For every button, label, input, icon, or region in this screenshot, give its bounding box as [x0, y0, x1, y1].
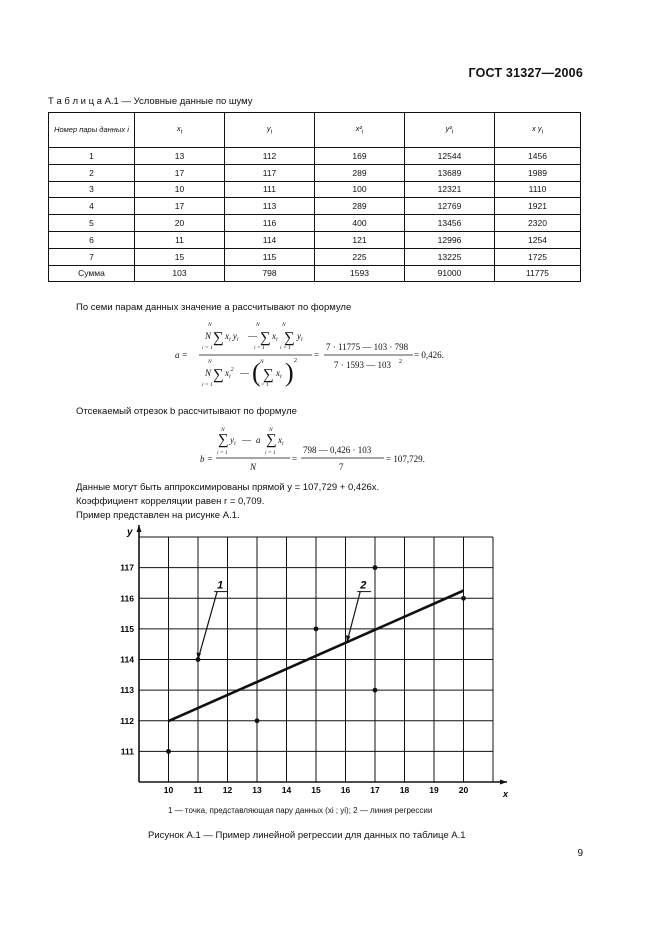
- table-row: [49, 181, 581, 198]
- formula-a-intro: По семи парам данных значение a рассчитывают по формуле: [76, 302, 352, 313]
- x-tick-label: 11: [193, 785, 203, 795]
- table-cell: 1456: [495, 148, 581, 165]
- table-cell: 169: [315, 148, 405, 165]
- svg-text:N: N: [282, 322, 286, 328]
- svg-text:xi2: $x_i^2$: [225, 367, 234, 380]
- table-row: [49, 148, 581, 165]
- table-cell: 115: [225, 248, 315, 265]
- svg-text:i = 1: i = 1: [280, 345, 291, 351]
- table-cell: 1593: [315, 265, 405, 282]
- table-caption: Т а б л и ц а А.1 — Условные данные по шуму: [48, 96, 253, 107]
- callout-label-2: 2: [360, 579, 367, 592]
- table-cell: 13: [135, 148, 225, 165]
- y-axis-label: y: [127, 527, 133, 538]
- callout-leader-2: [347, 592, 360, 643]
- svg-text:N: N: [208, 322, 212, 328]
- svg-text:): ): [285, 358, 294, 387]
- svg-text:N: N: [205, 368, 212, 378]
- data-table: [48, 112, 581, 282]
- data-point: [373, 688, 378, 693]
- table-header-row: [49, 113, 581, 148]
- table-cell: 91000: [405, 265, 495, 282]
- table-cell: 12996: [405, 231, 495, 248]
- svg-text:—: —: [242, 435, 251, 445]
- y-tick-label: 117: [120, 562, 134, 573]
- callout-leader-1: [198, 592, 217, 660]
- svg-text:∑: ∑: [260, 330, 271, 346]
- formula-a-denominator: 7 · 1593 — 103: [334, 360, 391, 370]
- table-cell: 13689: [405, 164, 495, 181]
- table-cell: 13225: [405, 248, 495, 265]
- svg-text:N: N: [208, 359, 212, 365]
- table-row: [49, 215, 581, 232]
- svg-text:i = 1: i = 1: [254, 345, 265, 351]
- svg-text:i = 1: i = 1: [202, 345, 213, 351]
- formula-a-lhs: a =: [175, 350, 188, 360]
- table-cell: 400: [315, 215, 405, 232]
- data-point: [373, 565, 378, 570]
- y-tick-label: 115: [120, 623, 134, 634]
- svg-text:—: —: [240, 368, 249, 378]
- svg-text:xi: $x_i$: [276, 368, 282, 380]
- table-cell: 4: [49, 198, 135, 215]
- table-cell: 113: [225, 198, 315, 215]
- svg-text:=: =: [314, 350, 320, 360]
- table-total-row: [49, 265, 581, 282]
- table-cell: 100: [315, 181, 405, 198]
- correlation-text: Коэффициент корреляции равен r = 0,709.: [76, 496, 265, 507]
- svg-text:2: 2: [294, 358, 297, 364]
- y-tick-label: 114: [120, 654, 134, 665]
- svg-text:∑: ∑: [213, 367, 224, 383]
- x-tick-label: 13: [252, 785, 262, 795]
- svg-text:yi: $y_i$: [297, 331, 303, 343]
- table-cell: 11: [135, 231, 225, 248]
- table-cell: 121: [315, 231, 405, 248]
- col-header-x2: $x^2_i$: [315, 113, 405, 148]
- x-axis-label: x: [503, 789, 509, 797]
- data-point: [255, 718, 260, 723]
- table-cell: 111: [225, 181, 315, 198]
- chart-grid: [139, 537, 493, 782]
- table-row: [49, 164, 581, 181]
- table-cell: 114: [225, 231, 315, 248]
- table-cell: 5: [49, 215, 135, 232]
- table-row: [49, 198, 581, 215]
- standard-number: ГОСТ 31327—2006: [468, 66, 583, 80]
- svg-text:yi: $y_i$: [230, 435, 236, 447]
- svg-text:N: N: [205, 331, 212, 341]
- x-tick-label: 14: [281, 785, 292, 795]
- svg-text:a: a: [256, 435, 261, 445]
- chart-callouts: [197, 580, 372, 660]
- formula-a: [150, 318, 480, 398]
- table-cell: 112: [225, 148, 315, 165]
- table-cell: 1110: [495, 181, 581, 198]
- formula-b-den-lhs: N: [250, 462, 257, 472]
- svg-text:i = 1: i = 1: [258, 382, 269, 388]
- callout-label-1: 1: [217, 579, 224, 592]
- chart-tick-labels: [120, 563, 468, 795]
- page-number: 9: [577, 848, 583, 859]
- x-tick-label: 17: [370, 785, 380, 795]
- table-cell: 1989: [495, 164, 581, 181]
- table-cell: 798: [225, 265, 315, 282]
- formula-a-result: = 0,426.: [414, 350, 444, 360]
- svg-text:i = 1: i = 1: [202, 382, 213, 388]
- formula-b-intro: Отсекаемый отрезок b рассчитывают по формуле: [76, 406, 297, 417]
- regression-equation-text: Данные могут быть аппроксимированы прямой y = 107,729 + 0,426x.: [76, 482, 380, 493]
- data-point: [166, 749, 171, 754]
- y-tick-label: 111: [120, 746, 134, 757]
- table-cell: Сумма: [49, 265, 135, 282]
- svg-text:(: (: [252, 358, 261, 387]
- y-tick-label: 113: [120, 685, 134, 696]
- table-cell: 12321: [405, 181, 495, 198]
- formula-a-numerator: 7 · 11775 — 103 · 798: [326, 342, 409, 352]
- regression-chart: [110, 522, 520, 797]
- table-cell: 1254: [495, 231, 581, 248]
- table-cell: 13456: [405, 215, 495, 232]
- table-cell: 3: [49, 181, 135, 198]
- x-axis-arrow: [500, 780, 507, 785]
- formula-b-denominator: 7: [339, 462, 344, 472]
- table-cell: 1921: [495, 198, 581, 215]
- y-axis-arrow: [137, 525, 142, 532]
- svg-text:N: N: [221, 427, 225, 433]
- table-cell: 12544: [405, 148, 495, 165]
- table-cell: 2: [49, 164, 135, 181]
- formula-b: [190, 420, 450, 475]
- data-point: [314, 626, 319, 631]
- x-tick-label: 10: [163, 785, 174, 795]
- svg-text:i = 1: i = 1: [265, 450, 276, 456]
- svg-text:∑: ∑: [266, 432, 277, 448]
- formula-b-numerator: 798 — 0,426 · 103: [303, 445, 372, 455]
- x-tick-label: 20: [458, 785, 469, 795]
- figure-reference-text: Пример представлен на рисунке А.1.: [76, 510, 240, 521]
- col-header-y: $y_i$: [225, 113, 315, 148]
- table-cell: 289: [315, 198, 405, 215]
- data-point: [461, 596, 466, 601]
- table-cell: 11775: [495, 265, 581, 282]
- table-row: [49, 231, 581, 248]
- svg-text:N: N: [269, 427, 273, 433]
- table-cell: 15: [135, 248, 225, 265]
- table-cell: 2320: [495, 215, 581, 232]
- x-tick-label: 12: [222, 785, 233, 795]
- table-cell: 225: [315, 248, 405, 265]
- table-row: [49, 248, 581, 265]
- x-tick-label: 19: [429, 785, 439, 795]
- figure-footnote: 1 — точка, представляющая пару данных (xi ; yi); 2 — линия регрессии: [168, 806, 433, 815]
- table-cell: 1725: [495, 248, 581, 265]
- col-header-y2: $y^2_i$: [405, 113, 495, 148]
- x-tick-label: 16: [340, 785, 351, 795]
- chart-axes: [126, 525, 509, 797]
- formula-b-lhs: b =: [200, 454, 213, 464]
- table-cell: 7: [49, 248, 135, 265]
- svg-text:N: N: [260, 359, 264, 365]
- formula-b-result: = 107,729.: [386, 454, 425, 464]
- col-header-x: $x_i$: [135, 113, 225, 148]
- col-header-pair: Номер пары данных i: [49, 113, 135, 148]
- table-cell: 117: [225, 164, 315, 181]
- svg-text:2: 2: [399, 359, 402, 365]
- table-cell: 20: [135, 215, 225, 232]
- x-tick-label: 15: [311, 785, 321, 795]
- table-cell: 289: [315, 164, 405, 181]
- svg-text:=: =: [292, 454, 298, 464]
- table-cell: 1: [49, 148, 135, 165]
- svg-text:—: —: [248, 331, 257, 341]
- table-cell: 10: [135, 181, 225, 198]
- figure-caption: Рисунок А.1 — Пример линейной регрессии для данных по таблице А.1: [148, 830, 466, 841]
- x-tick-label: 18: [399, 785, 410, 795]
- y-tick-label: 112: [120, 715, 134, 726]
- svg-text:xi: $x_i$: [272, 331, 278, 343]
- col-header-xy: x $y_i$: [495, 113, 581, 148]
- svg-text:N: N: [256, 322, 260, 328]
- table-cell: 6: [49, 231, 135, 248]
- table-cell: 12769: [405, 198, 495, 215]
- svg-text:∑: ∑: [284, 330, 295, 346]
- svg-text:∑: ∑: [263, 367, 274, 383]
- svg-text:∑: ∑: [213, 330, 224, 346]
- svg-text:∑: ∑: [218, 432, 229, 448]
- table-cell: 17: [135, 198, 225, 215]
- svg-text:xi: $x_i$: [278, 435, 284, 447]
- table-cell: 103: [135, 265, 225, 282]
- svg-text:xi yi: $x_i$ $y_i$: [225, 331, 239, 343]
- svg-text:i = 1: i = 1: [217, 450, 228, 456]
- table-cell: 116: [225, 215, 315, 232]
- y-tick-label: 116: [120, 593, 134, 604]
- table-cell: 17: [135, 164, 225, 181]
